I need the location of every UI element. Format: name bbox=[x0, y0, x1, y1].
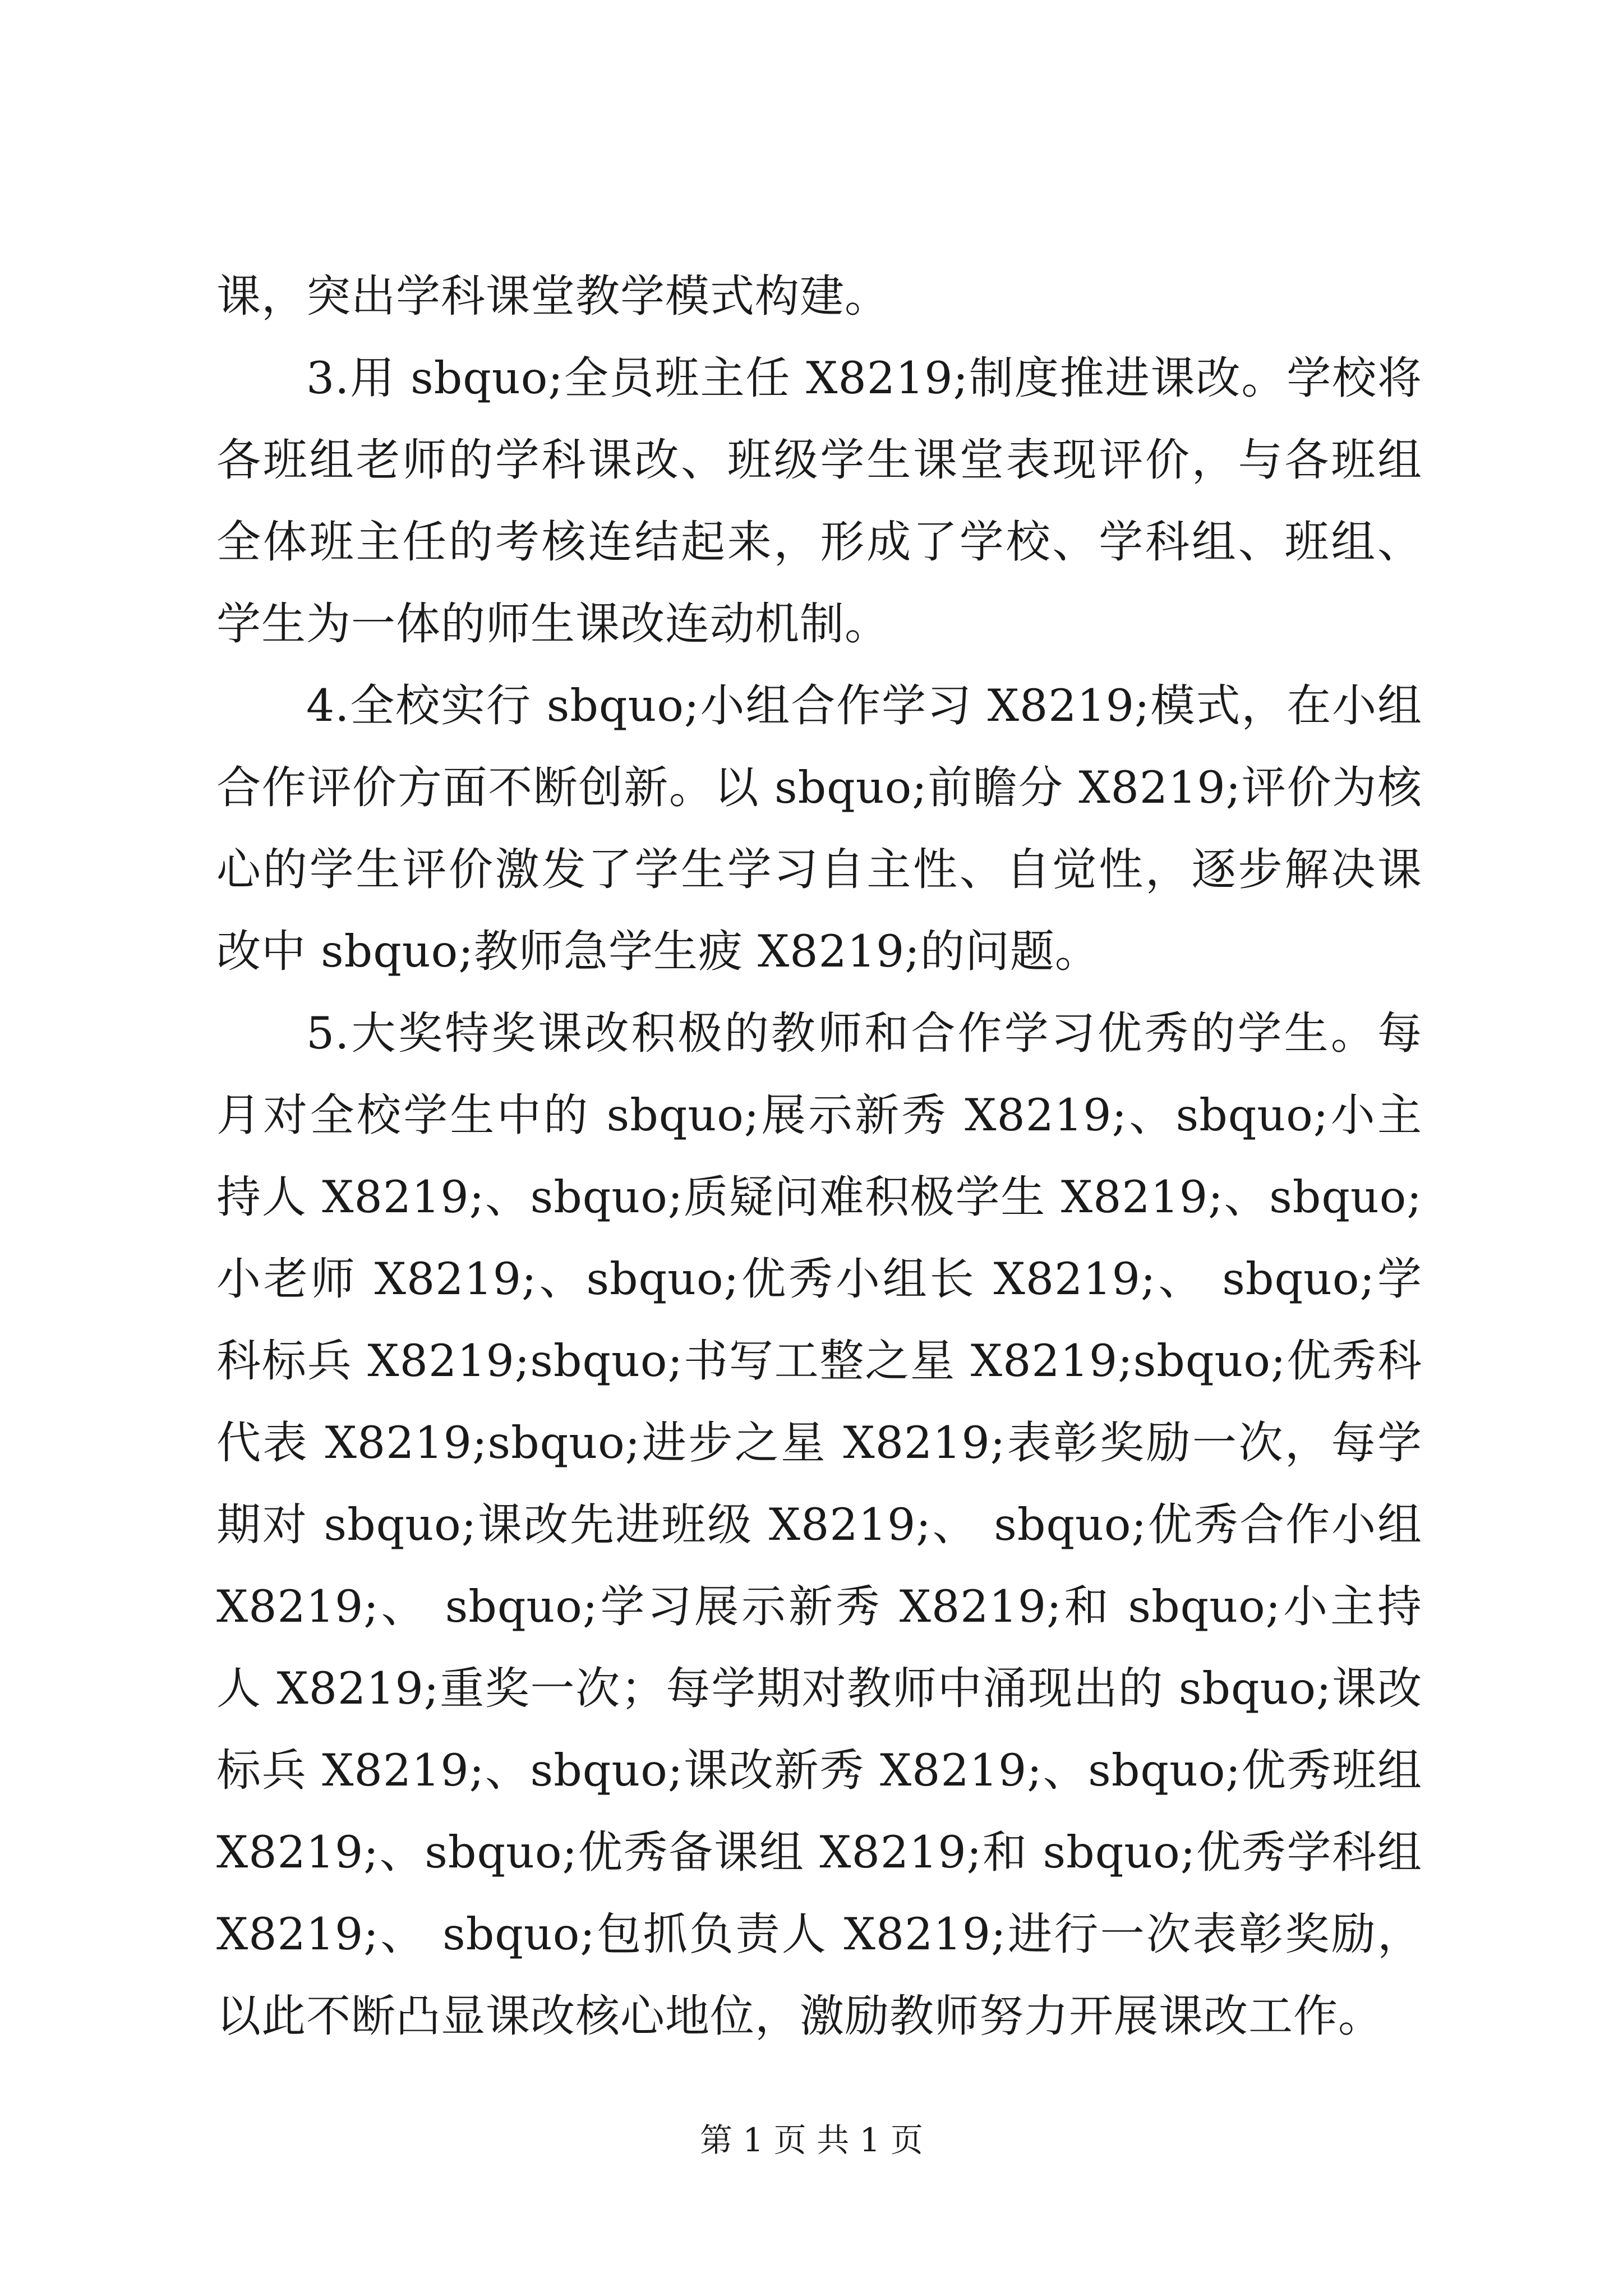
paragraph-item-3: 3.用 sbquo;全员班主任 X8219;制度推进课改。学校将各班组老师的学科课改、班级学生课堂表现评价，与各班组全体班主任的考核连结起来，形成了学校、学科组、班组、学生为一体的师生课改连动机制。 bbox=[216, 352, 1422, 650]
paragraph-item-5: 5.大奖特奖课改积极的教师和合作学习优秀的学生。每月对全校学生中的 sbquo;展示新秀 X8219;、sbquo;小主持人 X8219;、sbquo;质疑问难积极学生 X8219;、sbquo;小老师 X8219;、sbquo;优秀小组长 X8219;、 sbquo;学科标兵 X8219;sbquo;书写工整之星 X8219;sbquo;优秀科代表 X8219;sbquo;进步之星 X8219;表彰奖励一次，每学期对 sbquo;课改先进班级 X8219;、 sbquo;优秀合作小组 X8219;、 sbquo;学习展示新秀 X8219;和 sbquo;小主持人 X8219;重奖一次；每学期对教师中涌现出的 sbquo;课改标兵 X8219;、sbquo;课改新秀 X8219;、sbquo;优秀班组 X8219;、sbquo;优秀备课组 X8219;和 sbquo;优秀学科组 X8219;、 sbquo;包抓负责人 X8219;进行一次表彰奖励，以此不断凸显课改核心地位，激励教师努力开展课改工作。 bbox=[216, 1007, 1422, 2042]
document-body bbox=[216, 255, 1422, 2057]
paragraph-item-4: 4.全校实行 sbquo;小组合作学习 X8219;模式，在小组合作评价方面不断创新。以 sbquo;前瞻分 X8219;评价为核心的学生评价激发了学生学习自主性、自觉性，逐步解决课改中 sbquo;教师急学生疲 X8219;的问题。 bbox=[216, 680, 1422, 977]
paragraph-continuation: 课，突出学科课堂教学模式构建。 bbox=[216, 270, 889, 322]
page-footer: 第 1 页 共 1 页 bbox=[700, 2121, 923, 2159]
